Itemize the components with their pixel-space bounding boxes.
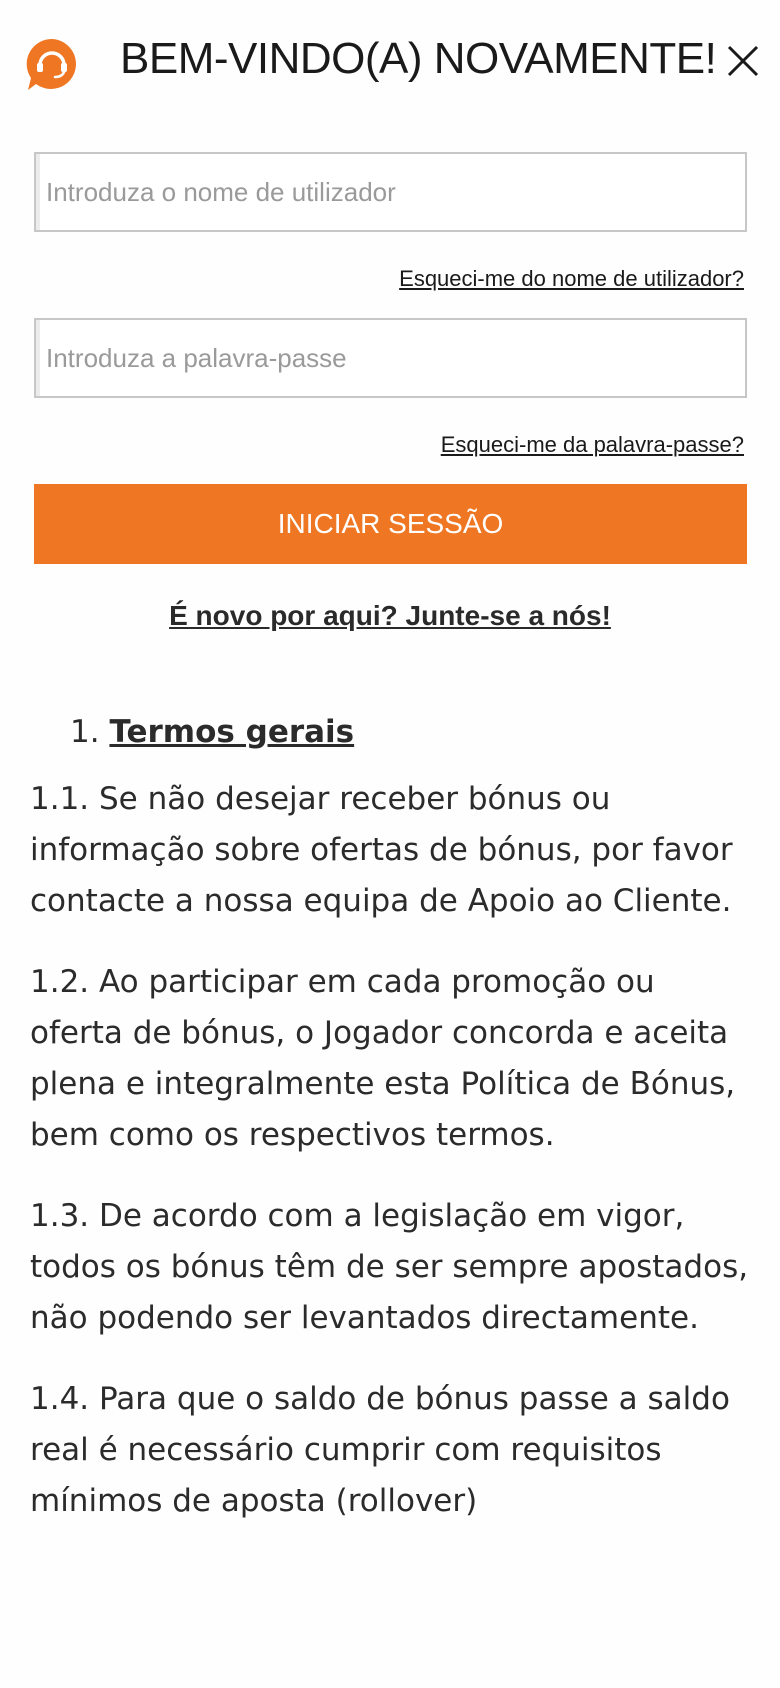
chat-bubble-headset-icon bbox=[24, 36, 80, 92]
login-button[interactable]: INICIAR SESSÃO bbox=[34, 484, 747, 564]
terms-section bbox=[30, 714, 750, 1557]
modal-title: BEM-VINDO(A) NOVAMENTE! bbox=[120, 34, 717, 83]
terms-paragraph: 1.2. Ao participar em cada promoção ou oferta de bónus, o Jogador concorda e aceita plena e integralmente esta Política de Bónus, bem como os respectivos termos. bbox=[30, 964, 736, 1153]
close-icon[interactable] bbox=[726, 44, 760, 78]
password-input[interactable] bbox=[34, 318, 747, 398]
terms-paragraph: 1.4. Para que o saldo de bónus passe a saldo real é necessário cumprir com requisitos mínimos de aposta (rollover) bbox=[30, 1381, 730, 1519]
forgot-username-link[interactable]: Esqueci-me do nome de utilizador? bbox=[399, 266, 744, 291]
username-input[interactable] bbox=[34, 152, 747, 232]
terms-paragraph: 1.1. Se não desejar receber bónus ou informação sobre ofertas de bónus, por favor contacte a nossa equipa de Apoio ao Cliente. bbox=[30, 781, 733, 919]
terms-paragraph: 1.3. De acordo com a legislação em vigor, todos os bónus têm de ser sempre apostados, não podendo ser levantados directamente. bbox=[30, 1198, 749, 1336]
terms-section-title-link[interactable]: Termos gerais bbox=[109, 714, 355, 750]
modal-header bbox=[0, 0, 780, 120]
register-link[interactable]: É novo por aqui? Junte-se a nós! bbox=[169, 600, 611, 631]
terms-heading bbox=[70, 714, 750, 750]
terms-section-number: 1. bbox=[70, 714, 100, 750]
forgot-password-link[interactable]: Esqueci-me da palavra-passe? bbox=[440, 432, 744, 457]
